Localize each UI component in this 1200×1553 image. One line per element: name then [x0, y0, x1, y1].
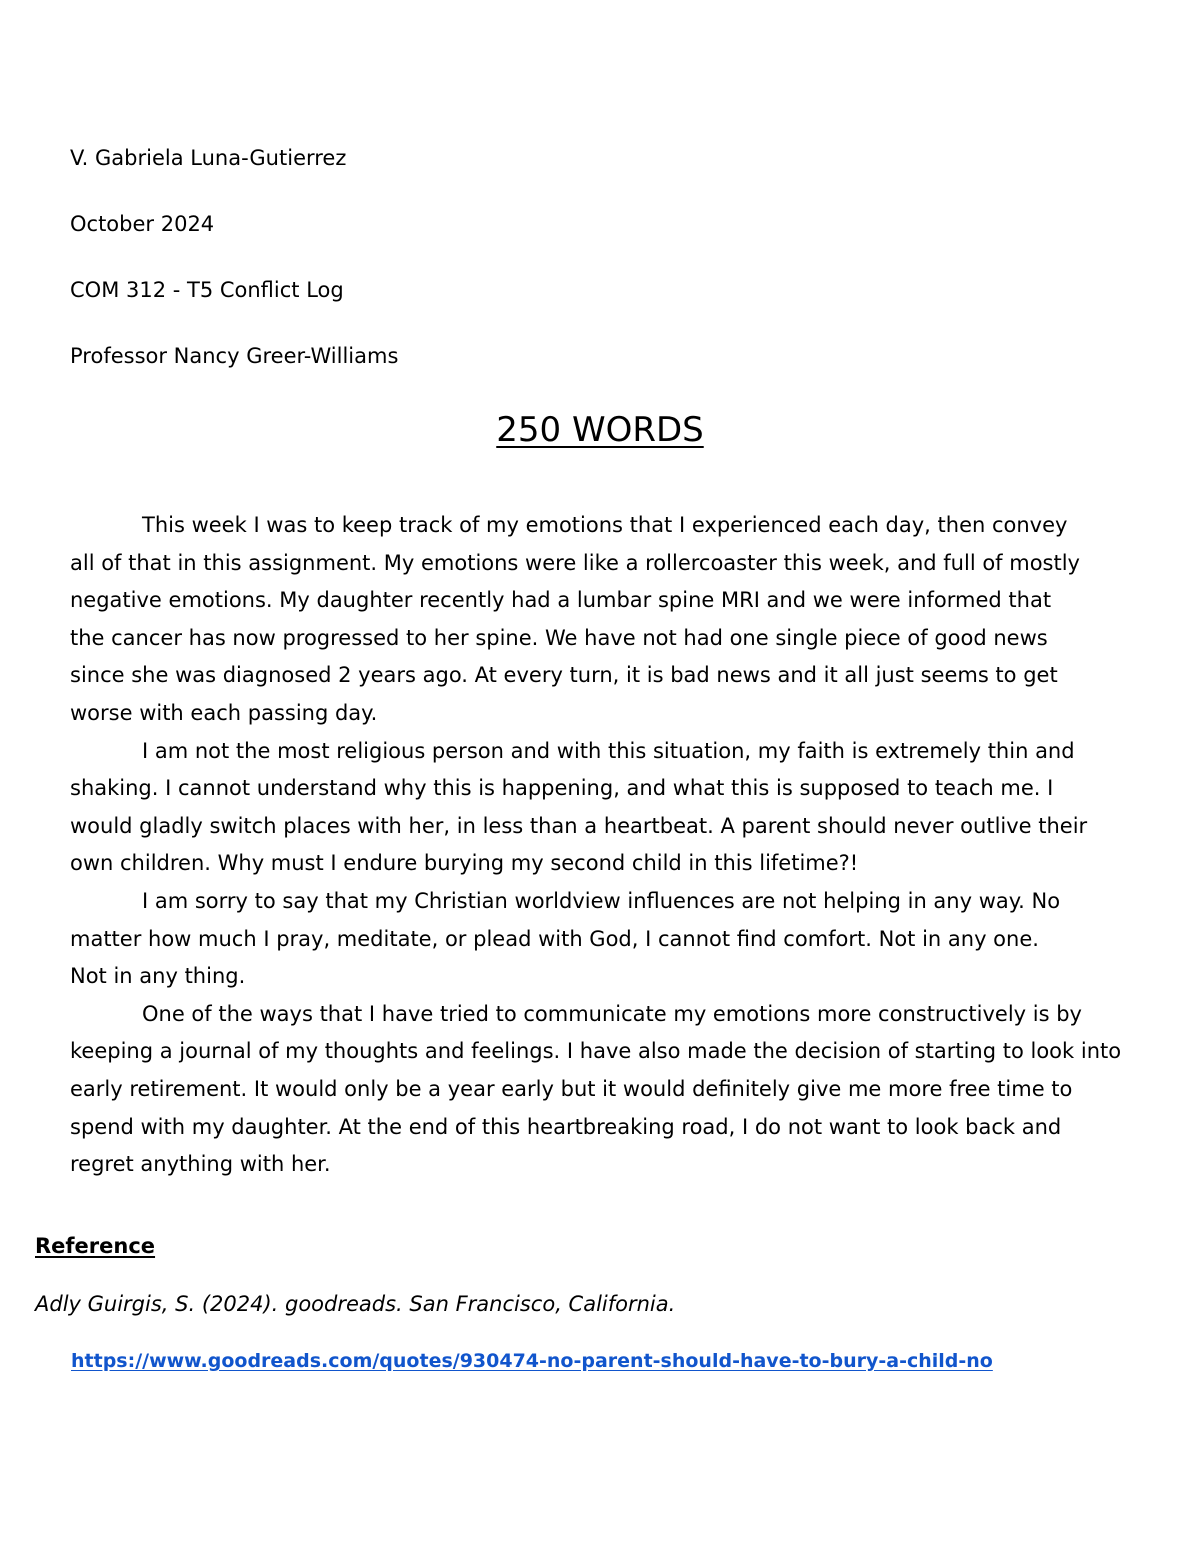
essay-body: [70, 507, 1170, 1184]
essay-line: spend with my daughter. At the end of this heartbreaking road, I do not want to look back and: [70, 1114, 1062, 1139]
professor-name: Professor Nancy Greer-Williams: [70, 344, 399, 368]
document-date: October 2024: [70, 212, 215, 236]
essay-line: the cancer has now progressed to her spine. We have not had one single piece of good news: [70, 625, 1048, 650]
essay-line: I am sorry to say that my Christian worldview influences are not helping in any way. No: [142, 888, 1061, 913]
essay-line: negative emotions. My daughter recently had a lumbar spine MRI and we were informed that: [70, 588, 1052, 613]
essay-line: regret anything with her.: [70, 1152, 331, 1177]
essay-line: matter how much I pray, meditate, or plead with God, I cannot find comfort. Not in any one.: [70, 926, 1039, 951]
essay-line: worse with each passing day.: [70, 700, 378, 725]
essay-line: would gladly switch places with her, in less than a heartbeat. A parent should never outlive their: [70, 813, 1088, 838]
essay-line: One of the ways that I have tried to communicate my emotions more constructively is by: [142, 1001, 1082, 1026]
page-title: 250 WORDS: [496, 410, 704, 450]
essay-line: since she was diagnosed 2 years ago. At every turn, it is bad news and it all just seems to get: [70, 663, 1058, 688]
essay-line: early retirement. It would only be a year early but it would definitely give me more free time to: [70, 1076, 1073, 1101]
author-name: V. Gabriela Luna-Gutierrez: [70, 146, 347, 170]
essay-line: all of that in this assignment. My emotions were like a rollercoaster this week, and full of mostly: [70, 550, 1080, 575]
essay-line: own children. Why must I endure burying my second child in this lifetime?!: [70, 851, 859, 876]
essay-line: This week I was to keep track of my emotions that I experienced each day, then convey: [142, 513, 1068, 537]
essay-line: Not in any thing.: [70, 964, 246, 989]
essay-line: keeping a journal of my thoughts and feelings. I have also made the decision of starting to look into: [70, 1039, 1122, 1064]
essay-line: shaking. I cannot understand why this is happening, and what this is supposed to teach me. I: [70, 776, 1054, 801]
reference-heading: Reference: [35, 1234, 156, 1258]
essay-line: I am not the most religious person and with this situation, my faith is extremely thin and: [142, 738, 1075, 763]
course-title: COM 312 - T5 Conflict Log: [70, 278, 344, 302]
reference-link[interactable]: https://www.goodreads.com/quotes/930474-no-parent-should-have-to-bury-a-child-no: [71, 1350, 993, 1372]
reference-entry: Adly Guirgis, S. (2024). goodreads. San Francisco, California.: [35, 1292, 676, 1316]
